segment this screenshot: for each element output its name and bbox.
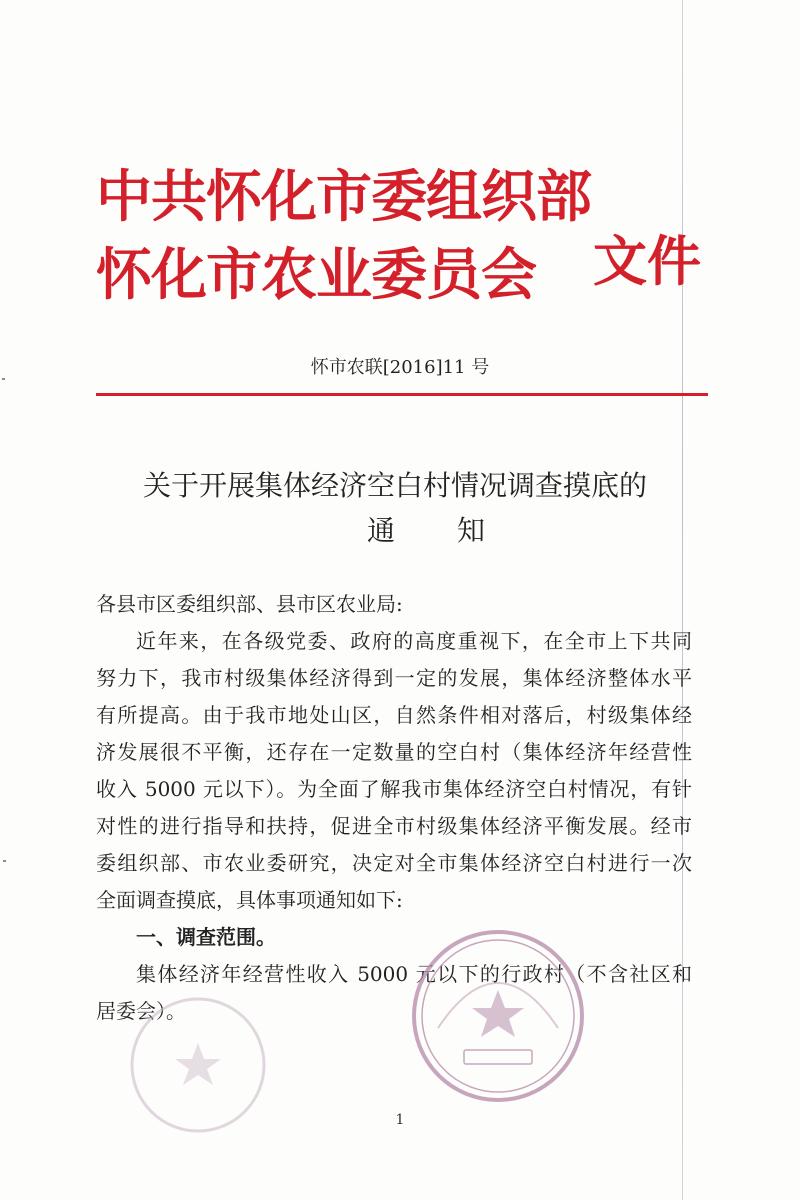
paragraph-line: 近年来，在各级党委、政府的高度重视下，在全市上下共同: [136, 629, 692, 653]
paragraph-line: 努力下，我市村级集体经济得到一定的发展，集体经济整体水平: [96, 666, 692, 690]
paragraph-line: 有所提高。由于我市地处山区，自然条件相对落后，村级集体经: [96, 703, 692, 727]
header-divider: [96, 393, 708, 396]
document-number: 怀市农联[2016]11 号: [310, 357, 490, 378]
paragraph-line: 集体经济年经营性收入 5000 元以下的行政村（不含社区和: [136, 962, 692, 986]
document-type-label: 文件: [593, 230, 701, 293]
salutation: 各县市区委组织部、县市区农业局:: [96, 592, 403, 616]
binding-mark: [3, 860, 6, 862]
paragraph-line: 委组织部、市农业委研究，决定对全市集体经济空白村进行一次: [96, 851, 692, 875]
paragraph-line: 济发展很不平衡，还存在一定数量的空白村（集体经济年经营性: [96, 740, 692, 764]
paragraph-line: 全面调查摸底，具体事项通知如下:: [96, 888, 403, 912]
section-heading: 一、调查范围。: [136, 925, 276, 949]
document-title-notice: 通知: [366, 514, 547, 547]
page-number: 1: [395, 1112, 405, 1128]
issuer-name-1: 中共怀化市委组织部: [96, 165, 591, 230]
paragraph-line: 收入 5000 元以下）。为全面了解我市集体经济空白村情况，有针: [96, 777, 692, 801]
issuer-name-2: 怀化市农业委员会: [96, 243, 536, 308]
paragraph-line: 对性的进行指导和扶持，促进全市村级集体经济平衡发展。经市: [96, 814, 692, 838]
document-title: 关于开展集体经济空白村情况调查摸底的: [142, 469, 647, 502]
paragraph-line: 居委会）。: [96, 999, 186, 1023]
